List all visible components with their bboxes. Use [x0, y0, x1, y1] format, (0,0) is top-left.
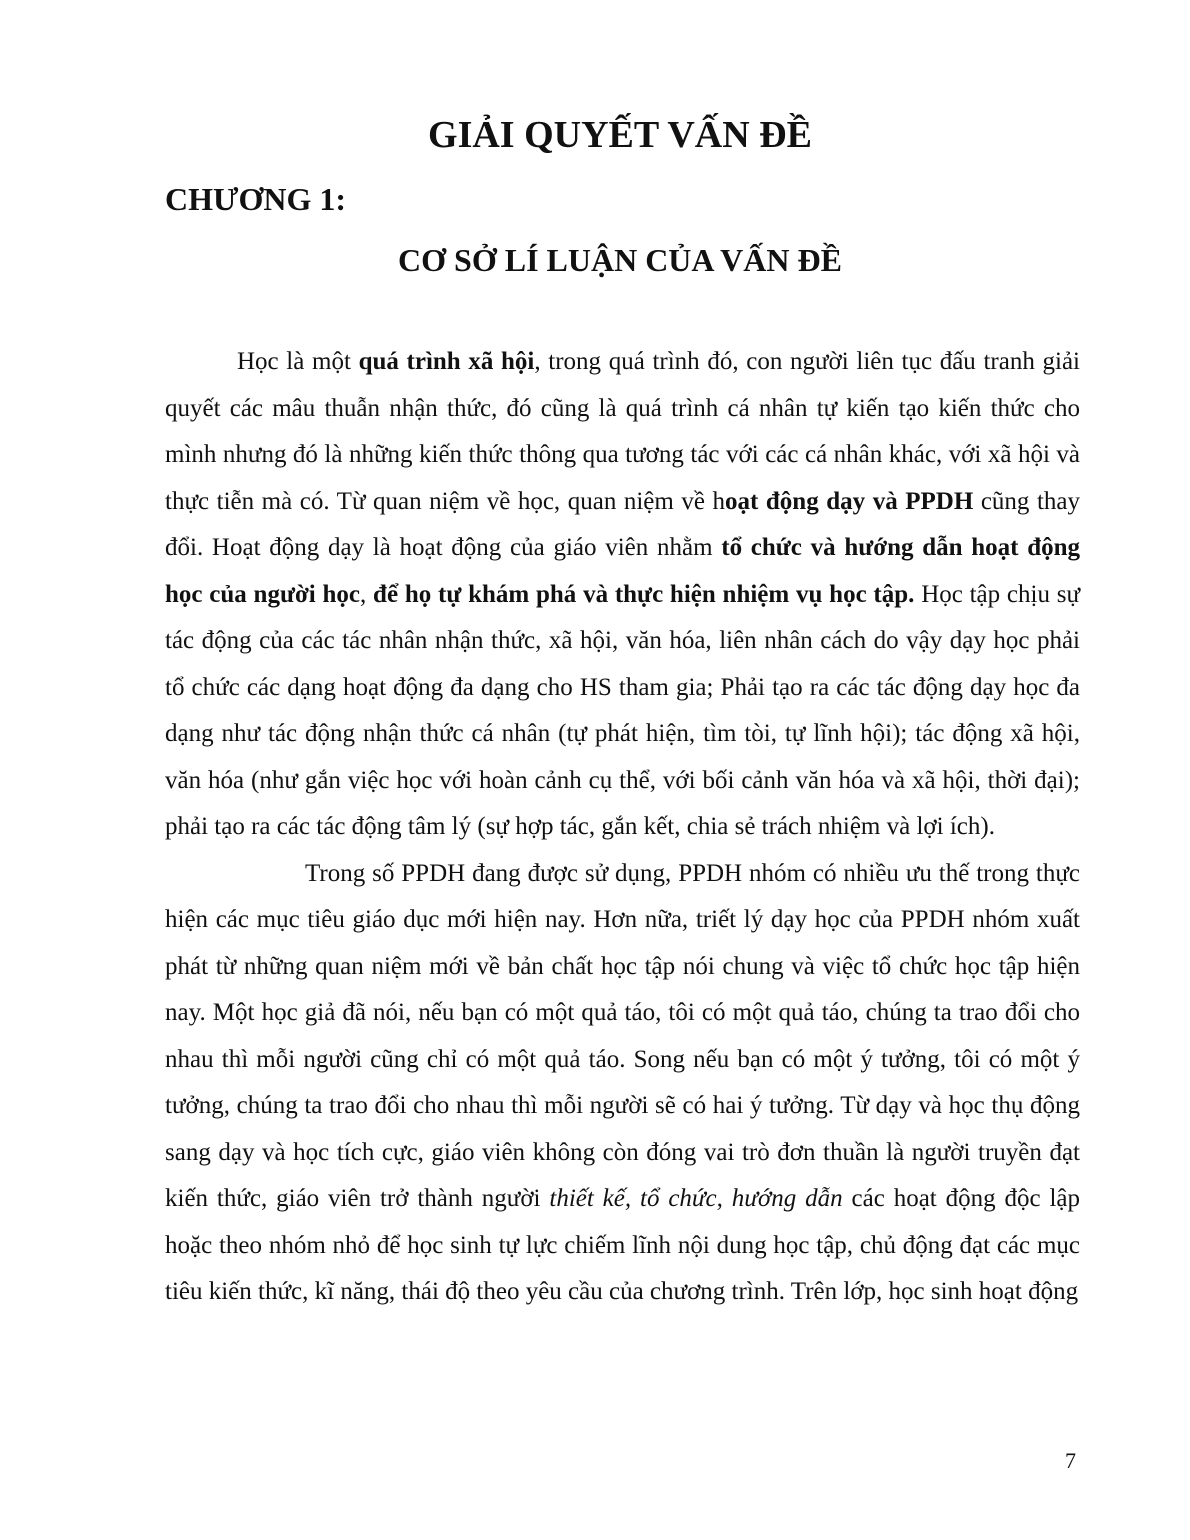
page-number: 7 — [1065, 1448, 1076, 1473]
paragraph-1 — [165, 339, 1080, 851]
bold-run: tổ chức và hướng dẫn hoạt động học của người học — [165, 534, 1081, 608]
page-title: GIẢI QUYẾT VẤN ĐỀ — [428, 114, 812, 156]
bold-run: oạt động dạy và PPDH — [725, 487, 974, 515]
text-run: , trong quá trình đó, con người liên tục đấu tranh giải quyết các mâu thuẫn nhận thức, đó cũng là quá trình cá nhân tự kiến tạo kiến thức cho mình nhưng đó là những kiến thức thông qua tương tác với các cá nhân khác, với xã hội và thực tiễn mà có. Từ quan niệm về học, quan niệm về h — [165, 348, 1080, 515]
italic-run: thiết kế, tổ chức, hướng dẫn — [549, 1185, 843, 1212]
chapter-heading: CHƯƠNG 1: — [165, 181, 347, 217]
body-text — [165, 339, 1080, 1316]
text-run: Trong số PPDH đang được sử dụng, PPDH nhóm có nhiều ưu thế trong thực hiện các mục tiêu giáo dục mới hiện nay. Hơn nữa, triết lý dạy học của PPDH nhóm xuất phát từ những quan niệm mới về bản chất học tập nói chung và việc tổ chức học tập hiện nay. Một học giả đã nói, nếu bạn có một quả táo, tôi có một quả táo, chúng ta trao đổi cho nhau thì mỗi người cũng chỉ có một quả táo. Song nếu bạn có một ý tưởng, tôi có một ý tưởng, chúng ta trao đổi cho nhau thì mỗi người sẽ có hai ý tưởng. Từ dạy và học thụ động sang dạy và học tích cực, giáo viên không còn đóng vai trò đơn thuần là người truyền đạt kiến thức, giáo viên trở thành người — [165, 859, 1080, 1212]
text-run: các hoạt động độc lập hoặc theo nhóm nhỏ để học sinh tự lực chiếm lĩnh nội dung học tập, chủ động đạt các mục tiêu kiến thức, kĩ năng, thái độ theo yêu cầu của chương trình. Trên lớp, học sinh hoạt động — [165, 1185, 1081, 1305]
chapter-subtitle: CƠ SỞ LÍ LUẬN CỦA VẤN ĐỀ — [398, 242, 842, 278]
text-run: Học tập chịu sự tác động của các tác nhân nhận thức, xã hội, văn hóa, liên nhân cách do vậy dạy học phải tổ chức các dạng hoạt động đa dạng cho HS tham gia; Phải tạo ra các tác động dạy học đa dạng như tác động nhận thức cá nhân (tự phát hiện, tìm tòi, tự lĩnh hội); tác động xã hội, văn hóa (như gắn việc học với hoàn cảnh cụ thể, với bối cảnh văn hóa và xã hội, thời đại); phải tạo ra các tác động tâm lý (sự hợp tác, gắn kết, chia sẻ trách nhiệm và lợi ích). — [165, 580, 1081, 840]
text-run: , — [360, 580, 374, 608]
text-run: Học là một — [237, 348, 359, 375]
text-run: cũng thay đổi. Hoạt động dạy là hoạt động của giáo viên nhằm — [165, 487, 1080, 561]
bold-run: để họ tự khám phá và thực hiện nhiệm vụ học tập. — [373, 580, 915, 608]
bold-run: quá trình xã hội — [358, 348, 535, 375]
paragraph-2 — [165, 851, 1080, 1316]
